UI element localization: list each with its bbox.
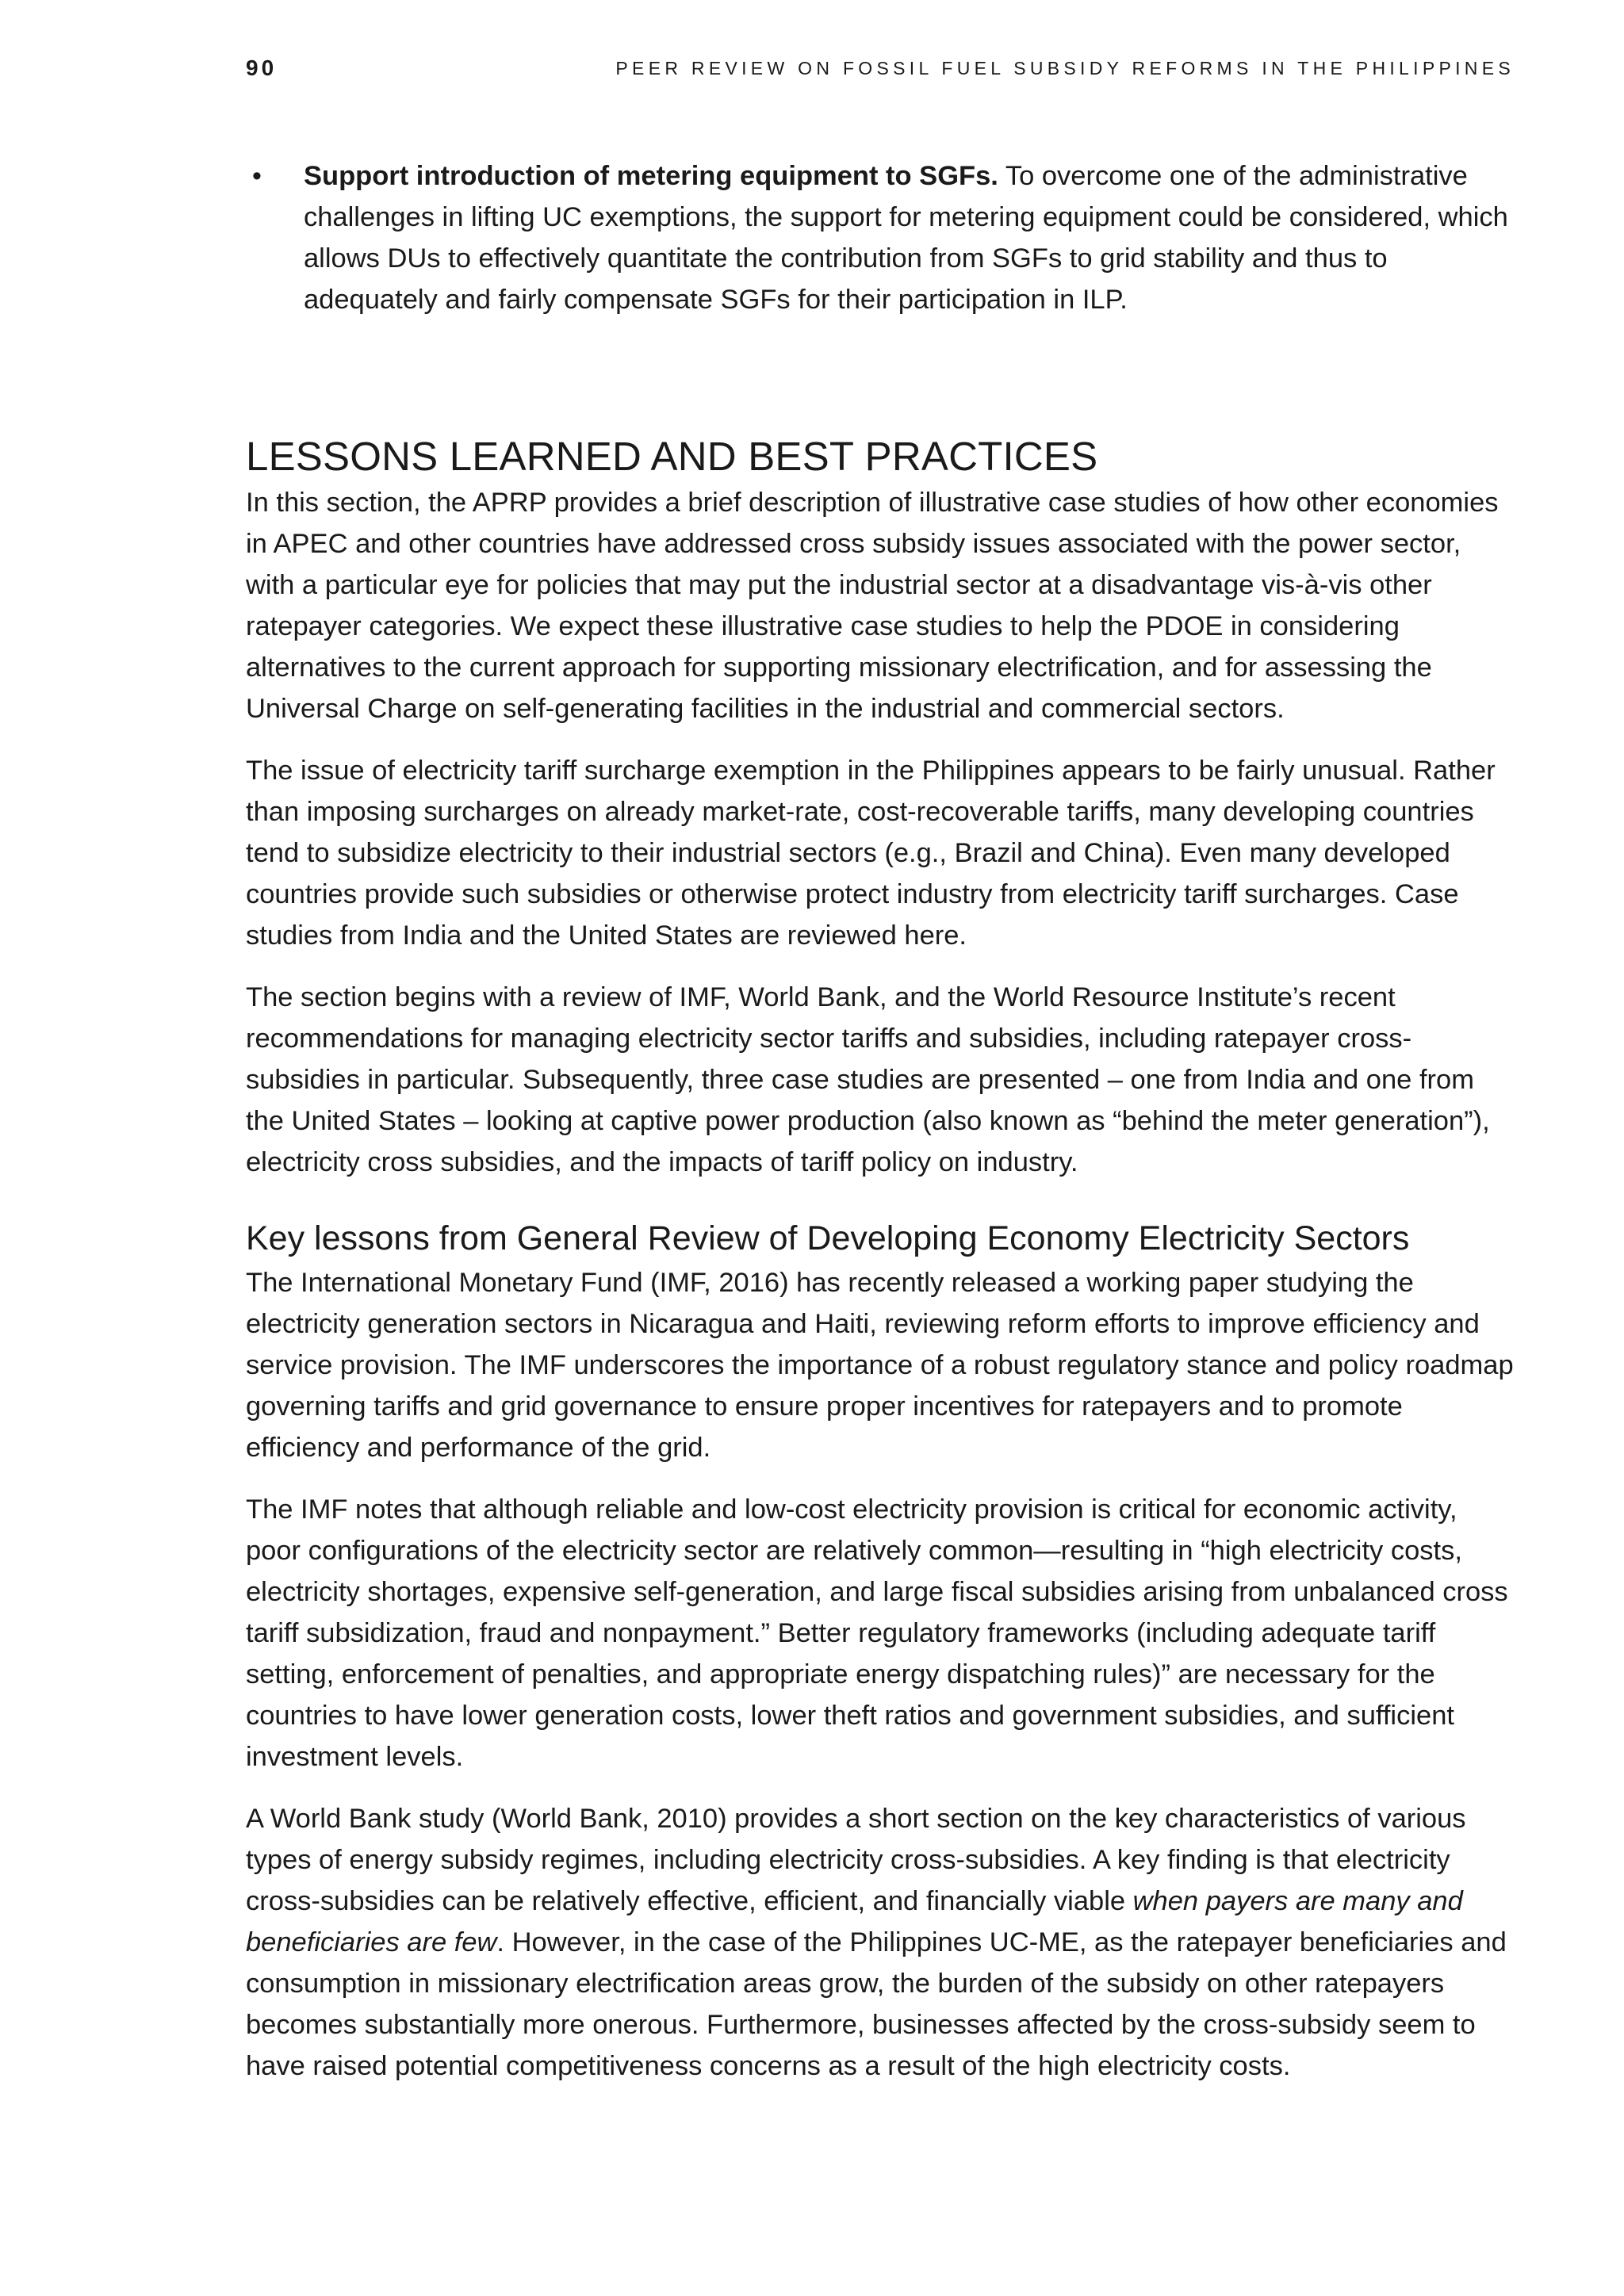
paragraph-text: . However, in the case of the Philippines UC-ME, as the ratepayer beneficiaries and consumption in missionary electrification areas grow, the burden of the subsidy on other ratepayers becomes substantially more onerous. Furthermore, businesses affected by the cross-subsidy seem to have raised potential competitiveness concerns as a result of the high electricity costs. (246, 1927, 1507, 2081)
running-title: PEER REVIEW ON FOSSIL FUEL SUBSIDY REFORMS IN THE PHILIPPINES (615, 58, 1515, 78)
page-content (246, 155, 1515, 2107)
list-item (246, 155, 1515, 320)
emphasized-text: when payers are many and beneficiaries are few (246, 1886, 1463, 1957)
section-heading: LESSONS LEARNED AND BEST PRACTICES (246, 434, 1098, 479)
bullet-list (246, 155, 1515, 320)
bullet-body-text: To overcome one of the administrative challenges in lifting UC exemptions, the support for metering equipment could be considered, which allows DUs to effectively quantitate the contribution from SGFs to grid stability and thus to adequately and fairly compensate SGFs for their participation in ILP. (304, 161, 1508, 315)
paragraph: In this section, the APRP provides a brief description of illustrative case studies of how other economies in APEC and other countries have addressed cross subsidy issues associated with the power sector, with a particular eye for policies that may put the industrial sector at a disadvantage vis-à-vis other ratepayer categories. We expect these illustrative case studies to help the PDOE in considering alternatives to the current approach for supporting missionary electrification, and for assessing the Universal Charge on self-generating facilities in the industrial and commercial sectors. (246, 488, 1499, 724)
subsection-heading: Key lessons from General Review of Developing Economy Electricity Sectors (246, 1219, 1410, 1257)
bullet-icon: • (252, 161, 262, 191)
paragraph (246, 1798, 1515, 2087)
paragraph-text: A World Bank study (World Bank, 2010) provides a short section on the key characteristics of various types of energy subsidy regimes, including electricity cross-subsidies. A key finding is that electricity cross-subsidies can be relatively effective, efficient, and financially viable (246, 1804, 1466, 1916)
bullet-lead-text: Support introduction of metering equipment to SGFs. (304, 161, 998, 191)
page-number: 90 (246, 55, 278, 80)
page-header (246, 52, 1515, 84)
paragraph: The International Monetary Fund (IMF, 2016) has recently released a working paper studying the electricity generation sectors in Nicaragua and Haiti, reviewing reform efforts to improve efficiency and service provision. The IMF underscores the importance of a robust regulatory stance and policy roadmap governing tariffs and grid governance to ensure proper incentives for ratepayers and to promote efficiency and performance of the grid. (246, 1268, 1514, 1463)
paragraph: The IMF notes that although reliable and low-cost electricity provision is critical for economic activity, poor configurations of the electricity sector are relatively common—resulting in “high electricity costs, electricity shortages, expensive self-generation, and large fiscal subsidies arising from unbalanced cross tariff subsidization, fraud and nonpayment.” Better regulatory frameworks (including adequate tariff setting, enforcement of penalties, and appropriate energy dispatching rules)” are necessary for the countries to have lower generation costs, lower theft ratios and government subsidies, and sufficient investment levels. (246, 1494, 1508, 1772)
paragraph: The section begins with a review of IMF, World Bank, and the World Resource Institute’s recent recommendations for managing electricity sector tariffs and subsidies, including ratepayer cross-subsidies in particular. Subsequently, three case studies are presented – one from India and one from the United States – looking at captive power production (also known as “behind the meter generation”), electricity cross subsidies, and the impacts of tariff policy on industry. (246, 982, 1490, 1177)
paragraph: The issue of electricity tariff surcharge exemption in the Philippines appears to be fairly unusual. Rather than imposing surcharges on already market-rate, cost-recoverable tariffs, many developing countries tend to subsidize electricity to their industrial sectors (e.g., Brazil and China). Even many developed countries provide such subsidies or otherwise protect industry from electricity tariff surcharges. Case studies from India and the United States are reviewed here. (246, 756, 1496, 951)
